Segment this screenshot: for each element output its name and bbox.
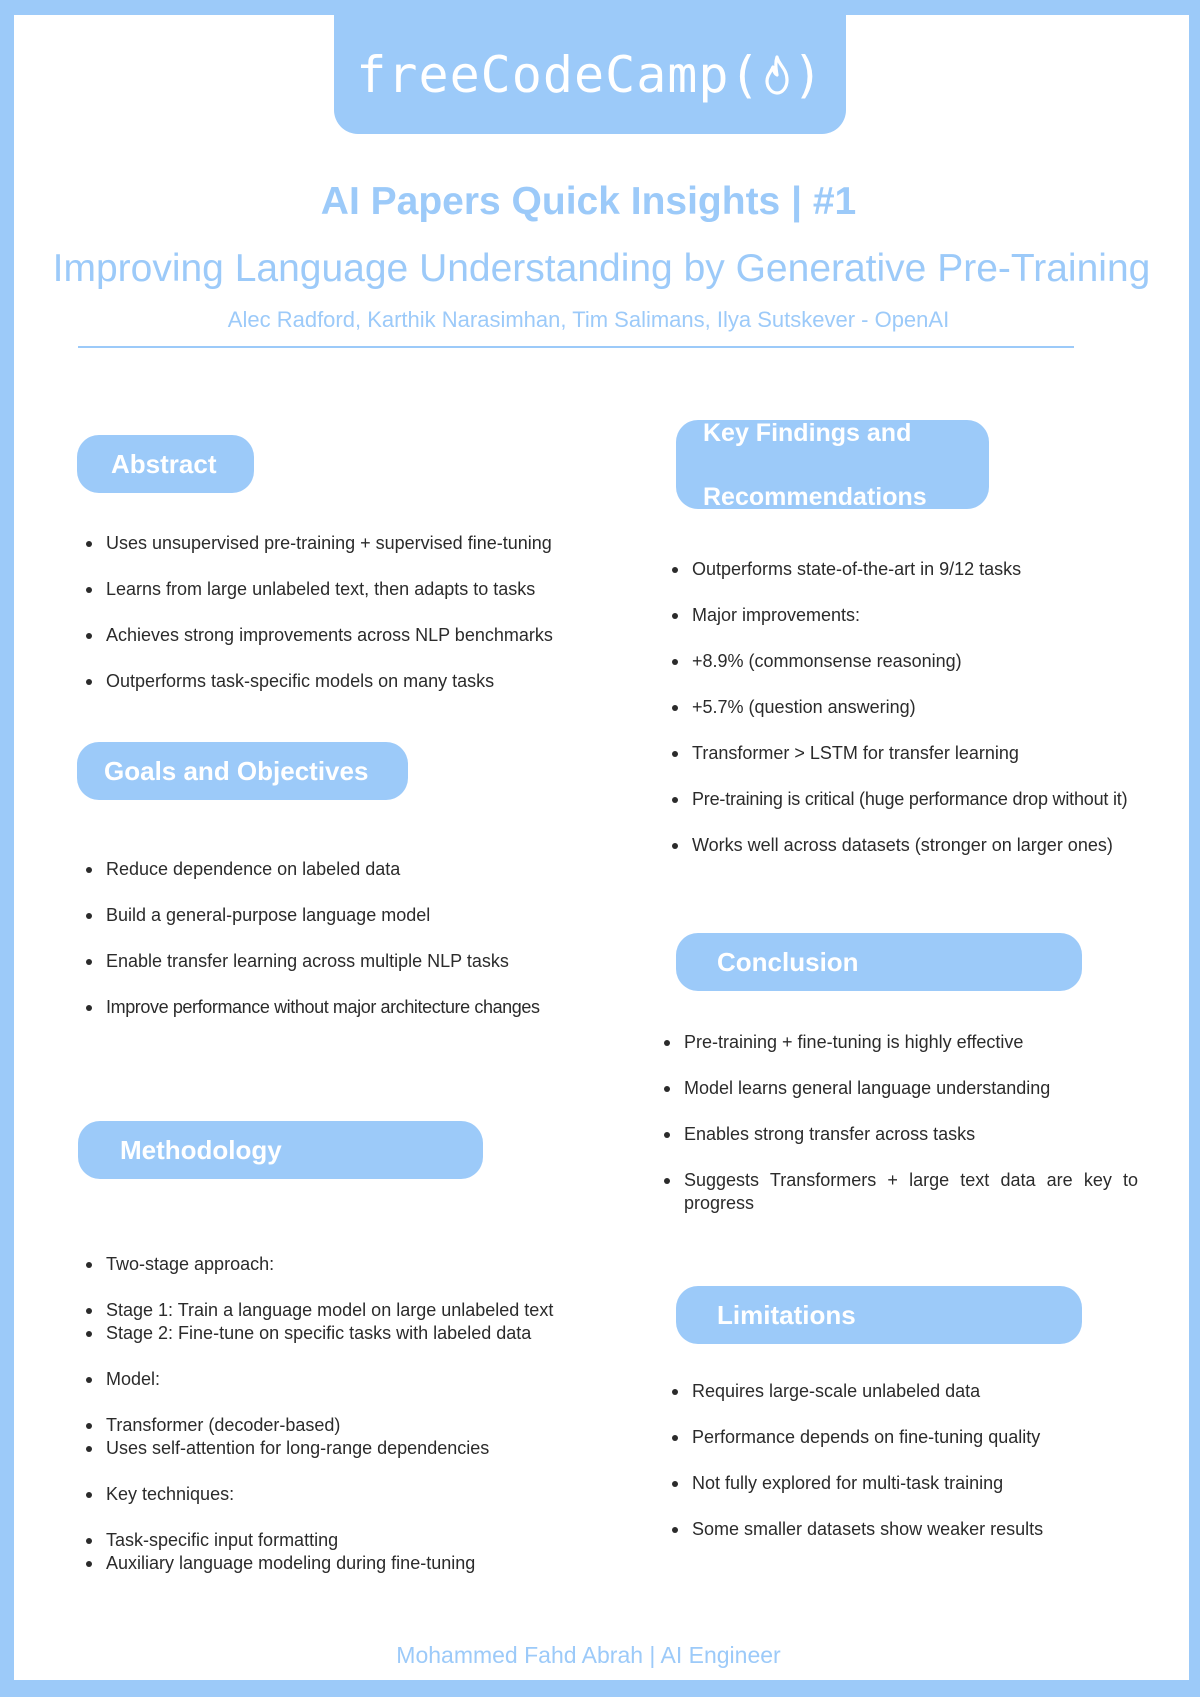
- findings-heading-line1: Key Findings and: [703, 418, 912, 447]
- list-item: Enable transfer learning across multiple NLP tasks: [82, 950, 602, 973]
- list-item: Outperforms task-specific models on many tasks: [82, 670, 602, 693]
- goals-heading: [77, 742, 408, 800]
- list-item: Uses unsupervised pre-training + supervised fine-tuning: [82, 532, 602, 555]
- list-item: Task-specific input formatting: [82, 1529, 622, 1552]
- list-item: Works well across datasets (stronger on larger ones): [668, 834, 1188, 857]
- list-item: Model:: [82, 1368, 622, 1391]
- list-item: Not fully explored for multi-task training: [668, 1472, 1168, 1495]
- list-item: Transformer > LSTM for transfer learning: [668, 742, 1188, 765]
- list-item: Pre-training + fine-tuning is highly effective: [660, 1031, 1138, 1054]
- list-item: Enables strong transfer across tasks: [660, 1123, 1138, 1146]
- findings-heading: [676, 420, 989, 509]
- list-item: Pre-training is critical (huge performance drop without it): [668, 788, 1188, 811]
- methodology-heading: [78, 1121, 483, 1179]
- conclusion-heading: [676, 933, 1082, 991]
- goals-list: [82, 858, 602, 1042]
- list-item: Two-stage approach:: [82, 1253, 622, 1276]
- limitations-list: [668, 1380, 1168, 1564]
- flame-icon: [763, 55, 791, 95]
- logo-paren-open: (: [729, 45, 761, 104]
- conclusion-list: [660, 1031, 1138, 1238]
- list-item: Requires large-scale unlabeled data: [668, 1380, 1168, 1403]
- poster-page: [14, 15, 1189, 1680]
- list-item: +8.9% (commonsense reasoning): [668, 650, 1188, 673]
- abstract-heading-label: Abstract: [111, 448, 217, 479]
- list-item: Reduce dependence on labeled data: [82, 858, 602, 881]
- list-item: Some smaller datasets show weaker results: [668, 1518, 1168, 1541]
- list-item: Build a general-purpose language model: [82, 904, 602, 927]
- limitations-heading-label: Limitations: [717, 1299, 856, 1330]
- logo-paren-close: ): [792, 45, 824, 104]
- methodology-heading-label: Methodology: [120, 1134, 282, 1165]
- abstract-list: [82, 532, 602, 716]
- list-item: Performance depends on fine-tuning quality: [668, 1426, 1168, 1449]
- findings-list: [668, 558, 1188, 880]
- logo-banner: [334, 15, 846, 134]
- author-credit: Mohammed Fahd Abrah | AI Engineer: [396, 1642, 781, 1668]
- list-item: Outperforms state-of-the-art in 9/12 tasks: [668, 558, 1188, 581]
- freecodecamp-logo: [356, 46, 823, 104]
- header-divider: [78, 346, 1074, 348]
- findings-heading-line2: Recommendations: [703, 482, 927, 511]
- list-item: Auxiliary language modeling during fine-tuning: [82, 1552, 622, 1575]
- limitations-heading: [676, 1286, 1082, 1344]
- list-item: Major improvements:: [668, 604, 1188, 627]
- list-item: Improve performance without major architecture changes: [82, 996, 602, 1019]
- list-item: Transformer (decoder-based): [82, 1414, 622, 1437]
- page-title: AI Papers Quick Insights | #1: [320, 180, 857, 223]
- logo-wordmark: freeCodeCamp: [356, 45, 730, 104]
- list-item: Model learns general language understanding: [660, 1077, 1138, 1100]
- list-item: Suggests Transformers + large text data are key to progress: [660, 1169, 1138, 1215]
- goals-heading-label: Goals and Objectives: [104, 755, 369, 786]
- list-item: Uses self-attention for long-range dependencies: [82, 1437, 622, 1460]
- list-item: Achieves strong improvements across NLP benchmarks: [82, 624, 602, 647]
- methodology-list: [82, 1253, 622, 1575]
- list-item: Key techniques:: [82, 1483, 622, 1506]
- abstract-heading: [77, 435, 254, 493]
- paper-title: Improving Language Understanding by Generative Pre-Training: [52, 247, 1151, 290]
- conclusion-heading-label: Conclusion: [717, 946, 859, 977]
- list-item: Stage 1: Train a language model on large unlabeled text: [82, 1299, 622, 1322]
- paper-authors: Alec Radford, Karthik Narasimhan, Tim Salimans, Ilya Sutskever - OpenAI: [227, 307, 950, 332]
- list-item: +5.7% (question answering): [668, 696, 1188, 719]
- list-item: Stage 2: Fine-tune on specific tasks with labeled data: [82, 1322, 622, 1345]
- list-item: Learns from large unlabeled text, then adapts to tasks: [82, 578, 602, 601]
